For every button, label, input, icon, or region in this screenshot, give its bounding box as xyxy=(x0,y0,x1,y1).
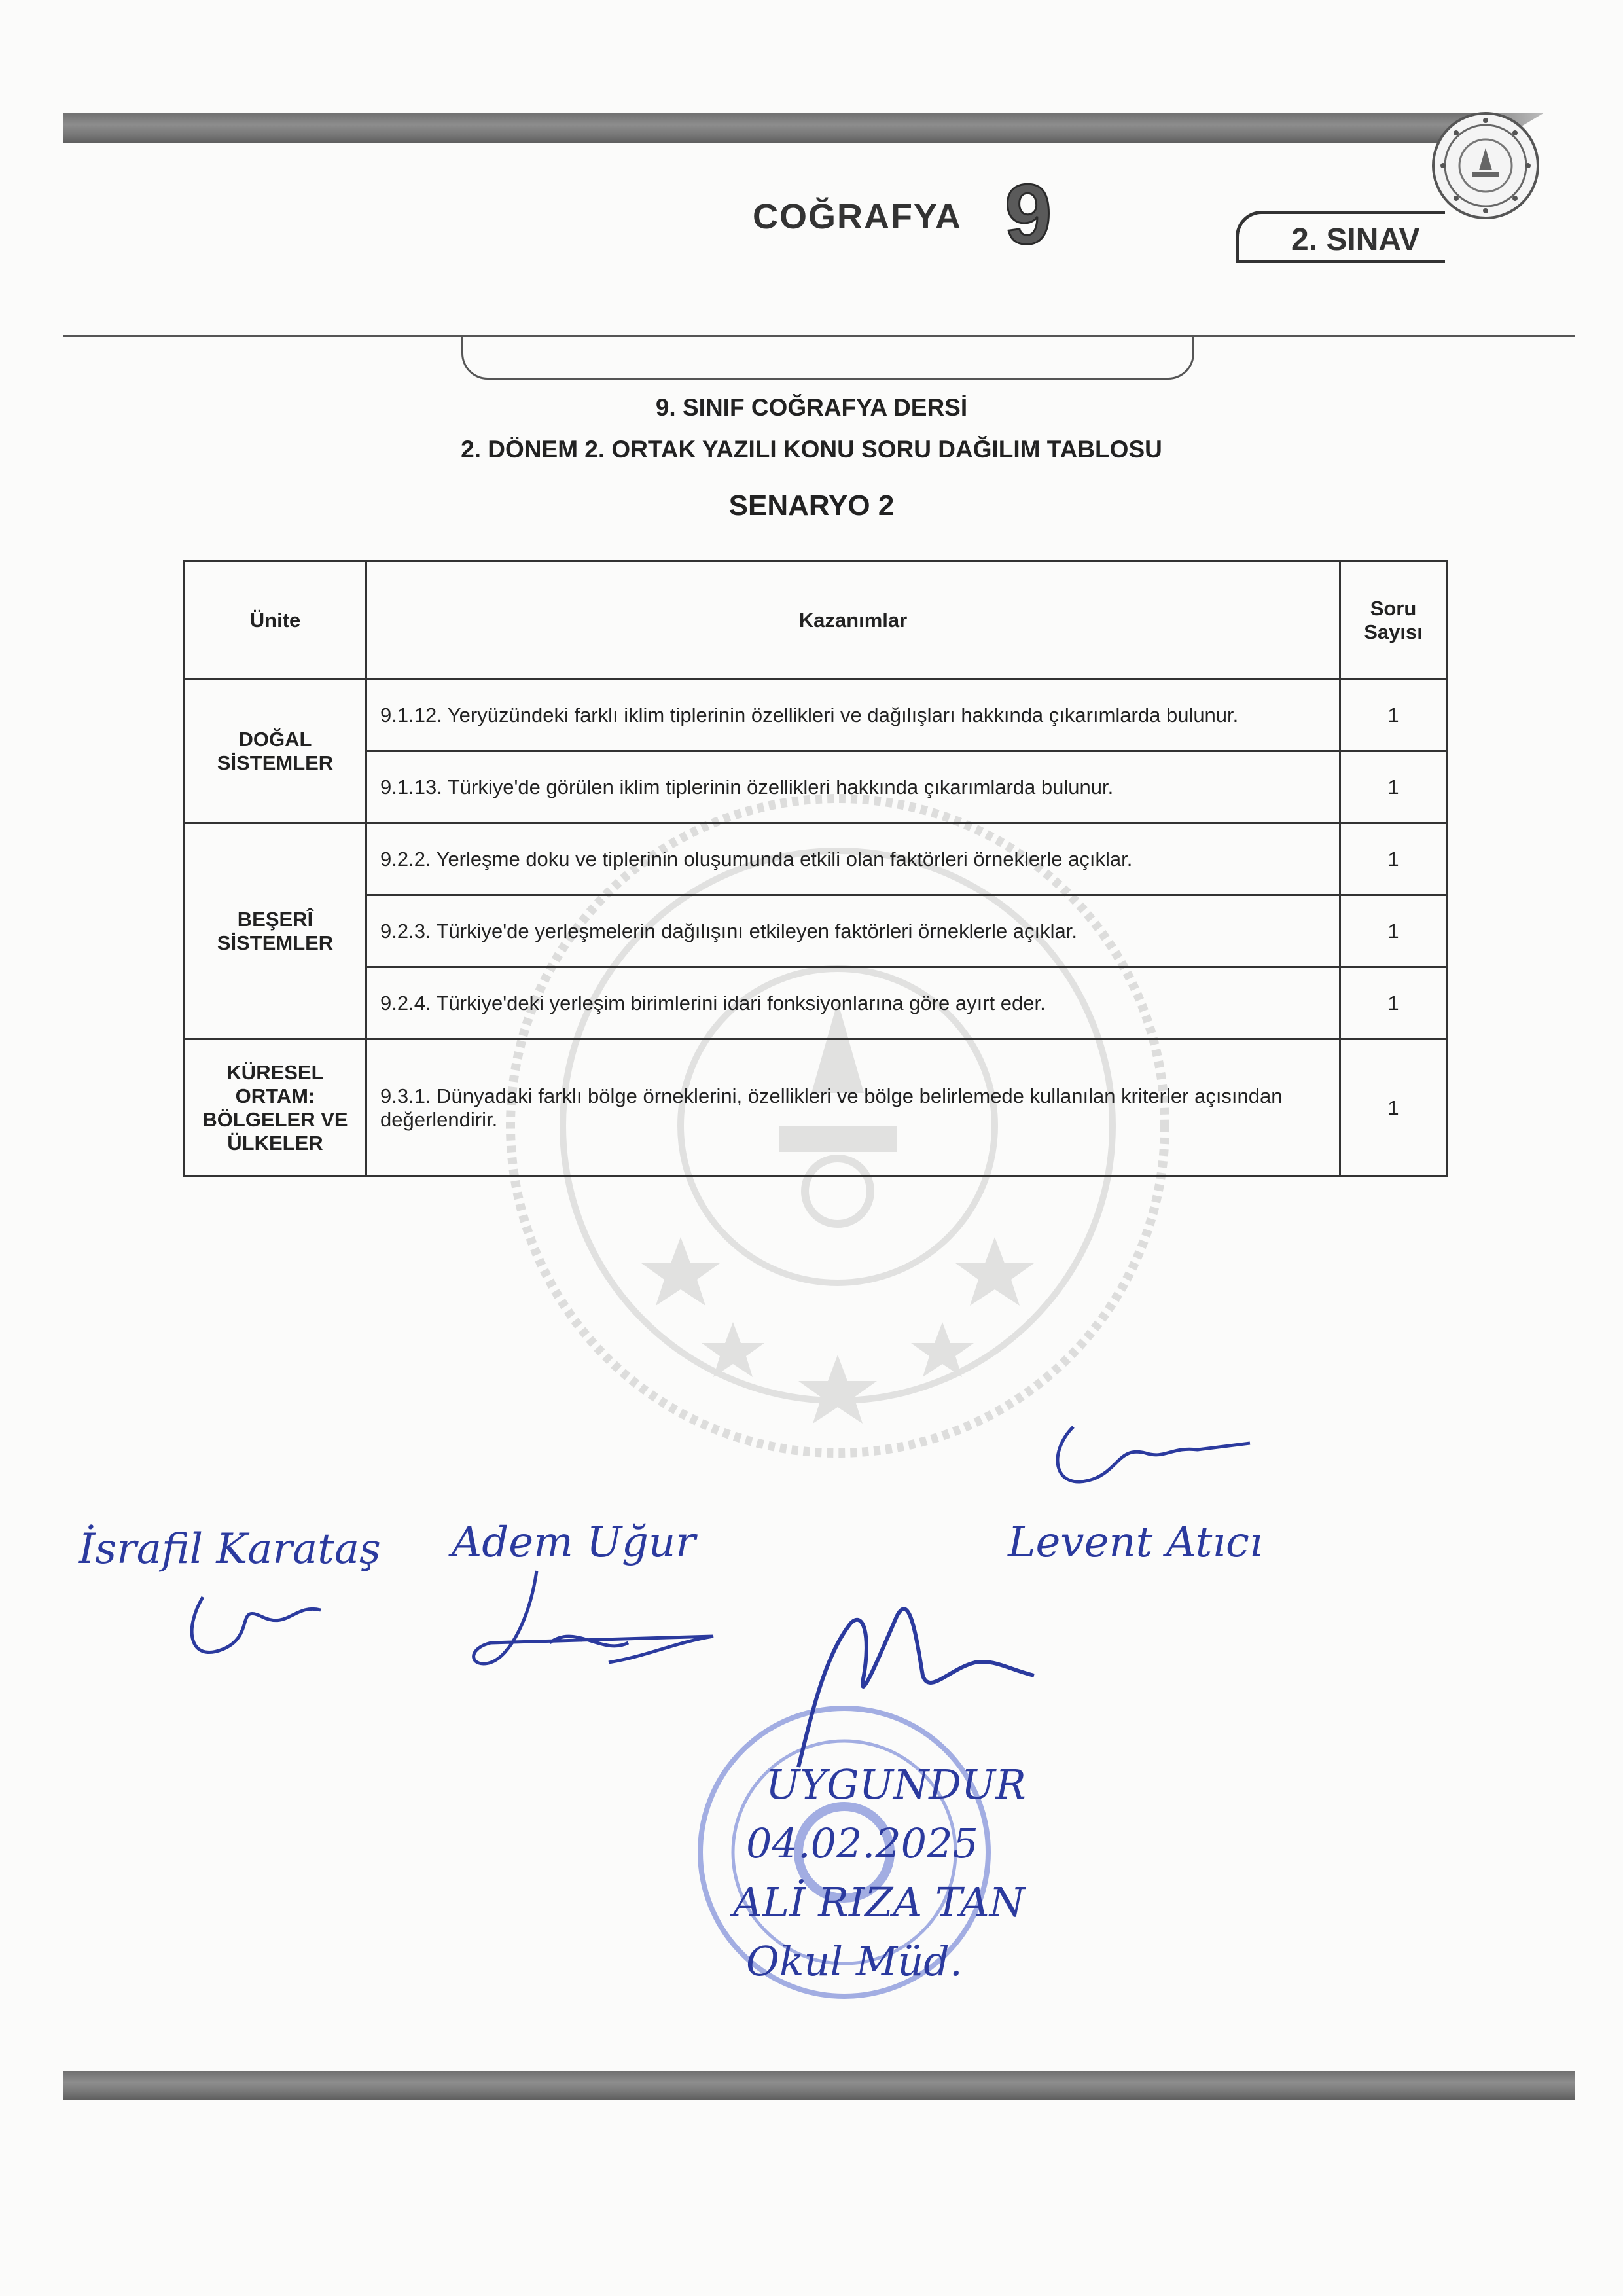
approval-block xyxy=(733,1761,1126,2036)
unit-cell: DOĞAL SİSTEMLER xyxy=(185,679,366,823)
signature-scribble-2 xyxy=(452,1564,740,1682)
principal-signature-scribble xyxy=(726,1597,1041,1774)
table-row xyxy=(185,1039,1447,1177)
header-bracket xyxy=(461,335,1194,380)
table-row xyxy=(185,895,1447,967)
count-cell: 1 xyxy=(1340,967,1447,1039)
outcome-cell: 9.2.4. Türkiye'deki yerleşim birimlerini idari fonksiyonlarına göre ayırt eder. xyxy=(366,967,1340,1039)
approval-text: UYGUNDUR xyxy=(766,1761,1026,1808)
ministry-logo-icon xyxy=(1430,110,1541,221)
signature-scribble-1 xyxy=(177,1577,347,1669)
outcome-cell: 9.2.3. Türkiye'de yerleşmelerin dağılışını etkileyen faktörleri örneklerle açıklar. xyxy=(366,895,1340,967)
header-unit: Ünite xyxy=(185,562,366,679)
table-row xyxy=(185,967,1447,1039)
exam-tab xyxy=(1236,211,1445,263)
signature-name-2: Adem Uğur xyxy=(452,1518,696,1567)
scenario-title: SENARYO 2 xyxy=(728,490,895,522)
unit-cell: KÜRESEL ORTAM: BÖLGELER VE ÜLKELER xyxy=(185,1039,366,1177)
count-cell: 1 xyxy=(1340,751,1447,823)
outcome-cell: 9.2.2. Yerleşme doku ve tiplerinin oluşumunda etkili olan faktörleri örneklerle açıklar. xyxy=(366,823,1340,895)
top-band xyxy=(63,113,1476,143)
table-row xyxy=(185,823,1447,895)
signature-name-1: İsrafil Karataş xyxy=(79,1525,381,1573)
approval-title: Okul Müd. xyxy=(746,1937,963,1985)
outcome-cell: 9.3.1. Dünyadaki farklı bölge örneklerini, özellikleri ve bölge belirlemede kullanılan kriterler açısından değerlendirir. xyxy=(366,1039,1340,1177)
course-title: 9. SINIF COĞRAFYA DERSİ xyxy=(655,394,968,421)
bottom-band xyxy=(63,2071,1575,2100)
outcome-cell: 9.1.12. Yeryüzündeki farklı iklim tiplerinin özellikleri ve dağılışları hakkında çıkarımlarda bulunur. xyxy=(366,679,1340,751)
header-outcomes: Kazanımlar xyxy=(366,562,1340,679)
count-cell: 1 xyxy=(1340,1039,1447,1177)
grade-number: 9 xyxy=(1005,166,1052,262)
count-cell: 1 xyxy=(1340,823,1447,895)
approval-date: 04.02.2025 xyxy=(746,1820,978,1867)
signature-name-3: Levent Atıcı xyxy=(1008,1518,1263,1567)
outcome-cell: 9.1.13. Türkiye'de görülen iklim tiplerinin özellikleri hakkında çıkarımlarda bulunur. xyxy=(366,751,1340,823)
approval-name: ALİ RIZA TAN xyxy=(733,1878,1025,1926)
signature-scribble-3 xyxy=(1034,1407,1270,1499)
unit-cell: BEŞERÎ SİSTEMLER xyxy=(185,823,366,1039)
table-row xyxy=(185,751,1447,823)
count-cell: 1 xyxy=(1340,895,1447,967)
subject-title: COĞRAFYA xyxy=(753,197,963,236)
table-row xyxy=(185,679,1447,751)
exam-label: 2. SINAV xyxy=(1291,223,1420,257)
question-distribution-table xyxy=(183,560,1448,1177)
table-title: 2. DÖNEM 2. ORTAK YAZILI KONU SORU DAĞILIM TABLOSU xyxy=(461,436,1162,463)
signature-block-1 xyxy=(79,1525,419,1695)
signature-block-3 xyxy=(1008,1407,1348,1604)
count-cell: 1 xyxy=(1340,679,1447,751)
header-count: Soru Sayısı xyxy=(1340,562,1447,679)
